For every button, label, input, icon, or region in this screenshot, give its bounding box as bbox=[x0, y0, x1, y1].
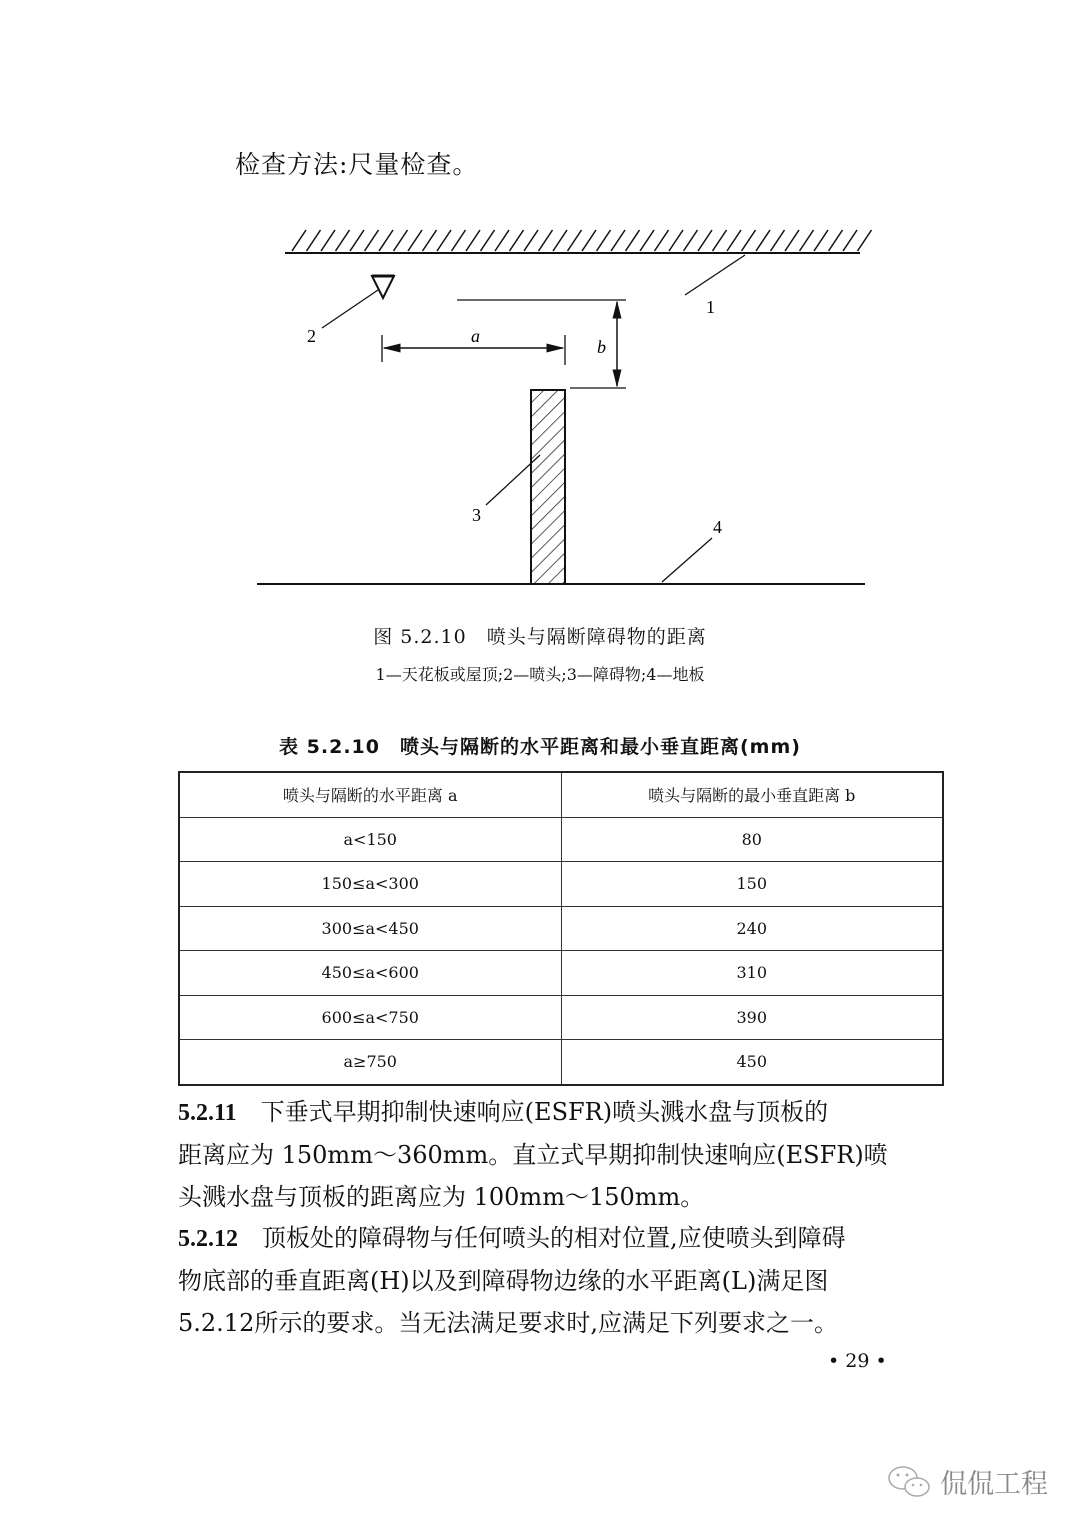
table-cell: 300≤a<450 bbox=[179, 906, 561, 951]
table-cell: 450≤a<600 bbox=[179, 951, 561, 996]
hatch-mark bbox=[423, 230, 437, 251]
hatch-mark bbox=[684, 230, 698, 251]
hatch-mark bbox=[394, 230, 408, 251]
hatch-mark bbox=[829, 230, 843, 251]
hatch-mark bbox=[379, 230, 393, 251]
leader-4 bbox=[662, 538, 712, 582]
hatch-mark bbox=[713, 230, 727, 251]
table-cell: 240 bbox=[561, 906, 943, 951]
watermark: 侃侃工程 bbox=[940, 1469, 1048, 1500]
hatch-mark bbox=[437, 230, 451, 251]
section-5-2-11 bbox=[178, 1091, 888, 1218]
hatch-mark bbox=[756, 230, 770, 251]
hatch-mark bbox=[452, 230, 466, 251]
table-row bbox=[179, 1040, 943, 1085]
figure-caption: 图 5.2.10 喷头与隔断障碍物的距离 bbox=[373, 626, 707, 648]
label-1: 1 bbox=[706, 297, 715, 317]
table-cell: a≥750 bbox=[179, 1040, 561, 1085]
hatch-mark bbox=[582, 230, 596, 251]
label-a: a bbox=[471, 326, 480, 346]
table-cell: 390 bbox=[561, 995, 943, 1040]
hatch-mark bbox=[408, 230, 422, 251]
table-row bbox=[179, 951, 943, 996]
table-caption: 表 5.2.10 喷头与隔断的水平距离和最小垂直距离(mm) bbox=[279, 736, 801, 758]
section-line: 5.2.12所示的要求。当无法满足要求时,应满足下列要求之一。 bbox=[178, 1309, 838, 1337]
check-method: 检查方法:尺量检查。 bbox=[235, 150, 479, 179]
hatch-mark bbox=[814, 230, 828, 251]
hatch-mark bbox=[698, 230, 712, 251]
hatch-mark bbox=[336, 230, 350, 251]
section-5-2-12 bbox=[178, 1217, 846, 1344]
wechat-icon bbox=[886, 1463, 934, 1503]
section-line: 头溅水盘与顶板的距离应为 100mm～150mm。 bbox=[178, 1183, 705, 1211]
leader-2 bbox=[322, 290, 378, 328]
table-cell: a<150 bbox=[179, 817, 561, 862]
hatch-mark bbox=[771, 230, 785, 251]
hatch-mark bbox=[843, 230, 857, 251]
table-header: 喷头与隔断的水平距离 a bbox=[179, 772, 561, 817]
hatch-mark bbox=[481, 230, 495, 251]
section-line: 物底部的垂直距离(H)以及到障碍物边缘的水平距离(L)满足图 bbox=[178, 1267, 829, 1295]
table-cell: 310 bbox=[561, 951, 943, 996]
obstacle bbox=[531, 390, 565, 584]
table-row bbox=[179, 906, 943, 951]
hatch-mark bbox=[727, 230, 741, 251]
table-row bbox=[179, 995, 943, 1040]
table-cell: 80 bbox=[561, 817, 943, 862]
table-row bbox=[179, 862, 943, 907]
section-line: 顶板处的障碍物与任何喷头的相对位置,应使喷头到障碍 bbox=[262, 1224, 846, 1252]
label-4: 4 bbox=[713, 517, 722, 537]
hatch-mark bbox=[466, 230, 480, 251]
sprinkler-icon bbox=[372, 276, 394, 298]
section-number: 5.2.12 bbox=[178, 1226, 238, 1252]
hatch-mark bbox=[800, 230, 814, 251]
table-header: 喷头与隔断的最小垂直距离 b bbox=[561, 772, 943, 817]
section-line: 距离应为 150mm～360mm。直立式早期抑制快速响应(ESFR)喷 bbox=[178, 1141, 888, 1169]
hatch-mark bbox=[307, 230, 321, 251]
hatch-mark bbox=[597, 230, 611, 251]
distance-table bbox=[178, 771, 944, 1086]
hatch-mark bbox=[626, 230, 640, 251]
hatch-mark bbox=[553, 230, 567, 251]
table-row bbox=[179, 817, 943, 862]
leader-1 bbox=[685, 255, 745, 295]
hatch-mark bbox=[365, 230, 379, 251]
hatch-mark bbox=[785, 230, 799, 251]
figure-diagram bbox=[0, 0, 1080, 600]
ceiling bbox=[285, 230, 872, 253]
hatch-mark bbox=[539, 230, 553, 251]
table-cell: 150 bbox=[561, 862, 943, 907]
hatch-mark bbox=[350, 230, 364, 251]
label-2: 2 bbox=[307, 326, 316, 346]
hatch-mark bbox=[292, 230, 306, 251]
hatch-mark bbox=[524, 230, 538, 251]
hatch-mark bbox=[640, 230, 654, 251]
hatch-mark bbox=[669, 230, 683, 251]
figure-legend: 1—天花板或屋顶;2—喷头;3—障碍物;4—地板 bbox=[375, 665, 705, 684]
hatch-mark bbox=[495, 230, 509, 251]
hatch-mark bbox=[321, 230, 335, 251]
section-line: 下垂式早期抑制快速响应(ESFR)喷头溅水盘与顶板的 bbox=[260, 1098, 829, 1126]
table-cell: 150≤a<300 bbox=[179, 862, 561, 907]
table-header-row bbox=[179, 772, 943, 817]
label-b: b bbox=[597, 337, 606, 357]
hatch-mark bbox=[742, 230, 756, 251]
label-3: 3 bbox=[472, 505, 481, 525]
hatch-mark bbox=[568, 230, 582, 251]
hatch-mark bbox=[858, 230, 872, 251]
hatch-mark bbox=[510, 230, 524, 251]
hatch-mark bbox=[611, 230, 625, 251]
hatch-mark bbox=[655, 230, 669, 251]
section-number: 5.2.11 bbox=[178, 1100, 237, 1126]
page-number: • 29 • bbox=[828, 1350, 887, 1372]
table-cell: 450 bbox=[561, 1040, 943, 1085]
table-cell: 600≤a<750 bbox=[179, 995, 561, 1040]
